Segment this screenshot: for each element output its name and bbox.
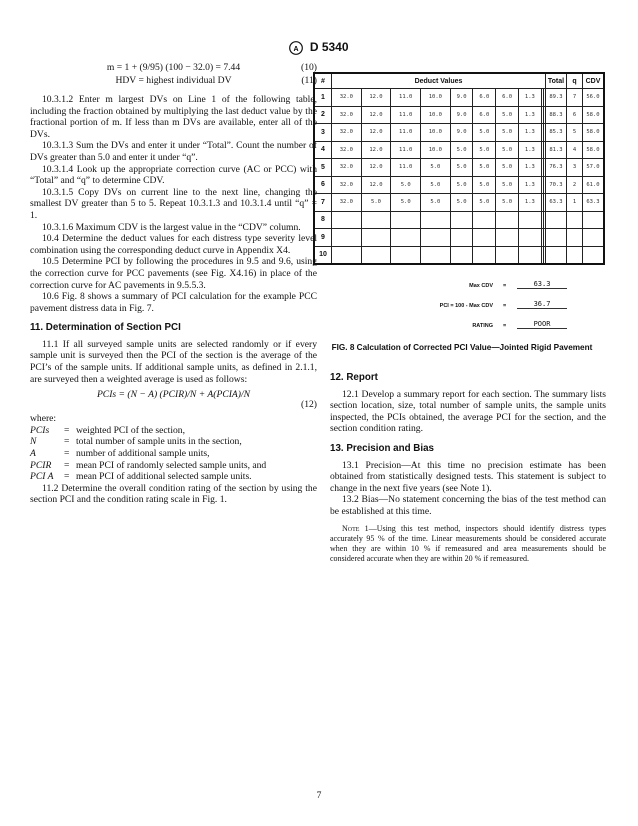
rating-value: POOR	[517, 320, 567, 329]
deduct-value-cell: 1.3	[518, 176, 541, 194]
page-header	[0, 40, 638, 55]
deduct-value-cell: 5.0	[361, 194, 391, 212]
row-number: 2	[314, 106, 332, 124]
deduct-value-cell	[496, 229, 519, 247]
header-q: q	[567, 73, 583, 89]
deduct-value-cell: 1.3	[518, 194, 541, 212]
cdv-cell: 58.0	[583, 141, 605, 159]
header-cdv: CDV	[583, 73, 605, 89]
deduct-value-cell: 5.0	[391, 176, 421, 194]
paragraph-10-6: 10.6 Fig. 8 shows a summary of PCI calculation for the example PCC pavement distress data in Fig. 7.	[30, 291, 317, 314]
deduct-value-cell: 32.0	[332, 141, 362, 159]
header-number: #	[314, 73, 332, 89]
deduct-value-cell: 32.0	[332, 194, 362, 212]
row-number: 1	[314, 89, 332, 107]
figure-caption: FIG. 8 Calculation of Corrected PCI Value—Jointed Rigid Pavement	[331, 343, 593, 352]
equation-12: PCIs = (N − A) (PCIR)/N + A(PCIA)/N (12)	[96, 389, 317, 411]
deduct-value-cell: 11.0	[391, 141, 421, 159]
paragraph-13-1: 13.1 Precision—At this time no precision estimate has been obtained from statistically designed tests. This statement is subject to change in the next five years (see Note 1).	[330, 459, 606, 494]
deduct-value-cell	[332, 246, 362, 264]
deduct-value-cell: 12.0	[361, 159, 391, 177]
paragraph-10-4: 10.4 Determine the deduct values for each distress type severity level combination using the corresponding deduct curve in Appendix X4.	[30, 233, 317, 256]
table-header-row	[314, 73, 604, 89]
deduct-value-cell	[473, 211, 496, 229]
deduct-value-cell: 5.0	[473, 159, 496, 177]
header-total: Total	[546, 73, 567, 89]
deduct-value-cell	[473, 246, 496, 264]
deduct-value-cell: 5.0	[496, 194, 519, 212]
deduct-value-cell: 5.0	[450, 159, 473, 177]
figure-8	[313, 72, 611, 353]
total-cell: 63.3	[546, 194, 567, 212]
deduct-value-cell: 11.0	[391, 124, 421, 142]
deduct-value-cell	[361, 211, 391, 229]
deduct-value-cell: 6.0	[496, 89, 519, 107]
deduct-value-cell: 9.0	[450, 124, 473, 142]
deduct-value-cell	[332, 229, 362, 247]
paragraph-10-3-1-3: 10.3.1.3 Sum the DVs and enter it under “Total”. Count the number of DVs greater than 5.0 and enter it under “q”.	[30, 140, 317, 163]
deduct-value-cell: 12.0	[361, 124, 391, 142]
table-row	[314, 211, 604, 229]
deduct-value-cell	[450, 246, 473, 264]
astm-logo-icon	[289, 41, 303, 55]
deduct-value-cell: 5.0	[496, 159, 519, 177]
total-cell: 85.3	[546, 124, 567, 142]
cdv-cell: 57.0	[583, 159, 605, 177]
deduct-value-cell: 12.0	[361, 176, 391, 194]
equation-10: m = 1 + (9/95) (100 − 32.0) = 7.44 (10)	[106, 62, 317, 73]
total-cell	[546, 211, 567, 229]
page-number: 7	[316, 790, 322, 801]
where-label: where:	[30, 413, 57, 425]
deduct-value-cell: 5.0	[473, 176, 496, 194]
deduct-value-cell: 12.0	[361, 141, 391, 159]
paragraph-12-1: 12.1 Develop a summary report for each section. The summary lists section location, size, total number of sample units, the sample units inspected, the PCIs obtained, the average PCI for the section, and the section condition rating.	[330, 388, 606, 435]
deduct-value-cell: 11.0	[391, 89, 421, 107]
deduct-value-cell: 1.3	[518, 159, 541, 177]
deduct-value-cell	[450, 211, 473, 229]
total-cell: 76.3	[546, 159, 567, 177]
section-heading-12: 12. Report	[330, 372, 378, 383]
table-row	[314, 229, 604, 247]
deduct-value-cell	[332, 211, 362, 229]
paragraph-13-2: 13.2 Bias—No statement concerning the bias of the test method can be established at this time.	[330, 494, 606, 517]
deduct-value-cell: 10.0	[421, 89, 451, 107]
deduct-value-cell: 1.3	[518, 89, 541, 107]
deduct-value-cell	[518, 211, 541, 229]
section-heading-11: 11. Determination of Section PCI	[30, 322, 181, 334]
deduct-value-cell: 5.0	[421, 176, 451, 194]
deduct-value-cell	[361, 229, 391, 247]
q-cell	[567, 229, 583, 247]
q-cell: 3	[567, 159, 583, 177]
deduct-value-cell: 32.0	[332, 176, 362, 194]
deduct-value-cell	[391, 229, 421, 247]
table-row	[314, 89, 604, 107]
deduct-value-cell: 11.0	[391, 159, 421, 177]
q-cell: 1	[567, 194, 583, 212]
definition-item: A = number of additional sample units,	[30, 448, 210, 460]
cdv-cell: 58.0	[583, 106, 605, 124]
deduct-value-cell: 1.3	[518, 141, 541, 159]
q-cell	[567, 211, 583, 229]
deduct-value-cell	[518, 246, 541, 264]
deduct-value-cell	[421, 246, 451, 264]
deduct-value-cell: 12.0	[361, 89, 391, 107]
deduct-value-cell	[518, 229, 541, 247]
left-column	[30, 62, 317, 506]
row-number: 7	[314, 194, 332, 212]
deduct-value-cell: 5.0	[391, 194, 421, 212]
deduct-value-cell: 5.0	[473, 124, 496, 142]
deduct-value-cell	[473, 229, 496, 247]
total-cell: 81.3	[546, 141, 567, 159]
max-cdv-value: 63.3	[517, 280, 567, 289]
row-number: 3	[314, 124, 332, 142]
deduct-value-cell: 1.3	[518, 106, 541, 124]
row-number: 10	[314, 246, 332, 264]
deduct-value-cell: 5.0	[421, 194, 451, 212]
deduct-value-cell: 5.0	[496, 141, 519, 159]
standard-designation: D 5340	[309, 40, 349, 54]
svg-text:A: A	[293, 45, 299, 53]
cdv-cell	[583, 211, 605, 229]
deduct-value-cell: 5.0	[496, 176, 519, 194]
total-cell	[546, 246, 567, 264]
definition-item: PCI A = mean PCI of additional selected sample units.	[30, 471, 252, 483]
deduct-value-cell: 5.0	[421, 159, 451, 177]
q-cell: 6	[567, 106, 583, 124]
paragraph-10-5: 10.5 Determine PCI by following the procedures in 9.5 and 9.6, using the correction curve for PCC pavements (see Fig. X4.16) in place of the correction curve for AC pavements in 9.5.5.3.	[30, 256, 317, 291]
deduct-value-cell	[496, 246, 519, 264]
pci-value: 36.7	[517, 300, 567, 309]
deduct-value-cell: 5.0	[450, 194, 473, 212]
section-heading-13: 13. Precision and Bias	[330, 442, 435, 454]
deduct-value-cell	[450, 229, 473, 247]
deduct-values-table	[313, 72, 605, 265]
deduct-value-cell: 9.0	[450, 106, 473, 124]
equation-11: HDV = highest individual DV (11)	[115, 75, 317, 86]
q-cell: 2	[567, 176, 583, 194]
total-cell: 88.3	[546, 106, 567, 124]
deduct-value-cell	[496, 211, 519, 229]
definition-item: N = total number of sample units in the section,	[30, 436, 242, 448]
cdv-cell	[583, 229, 605, 247]
total-cell: 89.3	[546, 89, 567, 107]
deduct-value-cell: 32.0	[332, 89, 362, 107]
cdv-cell: 58.0	[583, 124, 605, 142]
deduct-value-cell	[421, 211, 451, 229]
row-number: 9	[314, 229, 332, 247]
q-cell	[567, 246, 583, 264]
deduct-value-cell: 5.0	[496, 106, 519, 124]
deduct-value-cell	[361, 246, 391, 264]
paragraph-10-3-1-4: 10.3.1.4 Look up the appropriate correction curve (AC or PCC) with “Total” and “q” to determine CDV.	[30, 163, 317, 187]
definitions-list	[30, 425, 317, 483]
pci-summary: Max CDV = 63.3 PCI = 100 - Max CDV = 36.7 RATING = POOR	[313, 275, 611, 345]
deduct-value-cell: 5.0	[450, 141, 473, 159]
deduct-value-cell: 5.0	[473, 194, 496, 212]
deduct-value-cell: 10.0	[421, 141, 451, 159]
deduct-value-cell: 32.0	[332, 159, 362, 177]
note-1: Note 1—Using this test method, inspectors should identify distress types accurately 95 % of the time. Linear measurements should be considered accurate when they are within 10 % if remeasured and area measurements should be considered accurate when they are within 20 % if remeasured.	[330, 523, 606, 563]
deduct-value-cell: 1.3	[518, 124, 541, 142]
table-row	[314, 176, 604, 194]
cdv-cell	[583, 246, 605, 264]
deduct-value-cell: 12.0	[361, 106, 391, 124]
deduct-value-cell: 5.0	[496, 124, 519, 142]
deduct-value-cell: 9.0	[450, 89, 473, 107]
q-cell: 7	[567, 89, 583, 107]
paragraph-10-3-1-2: 10.3.1.2 Enter m largest DVs on Line 1 of the following table, including the fraction obtained by multiplying the last deduct value by the fractional portion of m. If less than m DVs are available, enter all of the DVs.	[30, 94, 317, 140]
cdv-cell: 61.0	[583, 176, 605, 194]
deduct-value-cell: 5.0	[450, 176, 473, 194]
deduct-value-cell	[391, 246, 421, 264]
deduct-value-cell: 11.0	[391, 106, 421, 124]
deduct-value-cell: 10.0	[421, 106, 451, 124]
deduct-value-cell: 6.0	[473, 106, 496, 124]
deduct-value-cell: 6.0	[473, 89, 496, 107]
table-row	[314, 141, 604, 159]
header-deduct-values: Deduct Values	[332, 73, 546, 89]
deduct-value-cell	[391, 211, 421, 229]
paragraph-10-3-1-6: 10.3.1.6 Maximum CDV is the largest value in the “CDV” column.	[42, 221, 301, 233]
table-row	[314, 106, 604, 124]
table-row	[314, 159, 604, 177]
q-cell: 5	[567, 124, 583, 142]
total-cell	[546, 229, 567, 247]
total-cell: 70.3	[546, 176, 567, 194]
cdv-cell: 63.3	[583, 194, 605, 212]
deduct-value-cell	[421, 229, 451, 247]
table-row	[314, 124, 604, 142]
row-number: 6	[314, 176, 332, 194]
paragraph-11-2: 11.2 Determine the overall condition rating of the section by using the section PCI and the condition rating scale in Fig. 1.	[30, 482, 317, 506]
deduct-value-cell: 5.0	[473, 141, 496, 159]
deduct-value-cell: 32.0	[332, 106, 362, 124]
deduct-value-cell: 32.0	[332, 124, 362, 142]
paragraph-11-1: 11.1 If all surveyed sample units are selected randomly or if every sample unit is surveyed then the PCI of the section is the average of the PCI’s of the sample units. If additional sample units, as defined in 2.1.1, are surveyed then a weighted average is used as follows:	[30, 338, 317, 385]
right-column	[330, 372, 606, 564]
definition-item: PCIR = mean PCI of randomly selected sample units, and	[30, 459, 267, 471]
paragraph-10-3-1-5: 10.3.1.5 Copy DVs on current line to the next line, changing the smallest DV greater than 5 to 5. Repeat 10.3.1.3 and 10.3.1.4 until “q” = 1.	[30, 186, 317, 221]
table-row	[314, 194, 604, 212]
q-cell: 4	[567, 141, 583, 159]
row-number: 8	[314, 211, 332, 229]
table-row	[314, 246, 604, 264]
row-number: 4	[314, 141, 332, 159]
row-number: 5	[314, 159, 332, 177]
definition-item: PCIs = weighted PCI of the section,	[30, 424, 185, 436]
deduct-value-cell: 10.0	[421, 124, 451, 142]
cdv-cell: 56.0	[583, 89, 605, 107]
